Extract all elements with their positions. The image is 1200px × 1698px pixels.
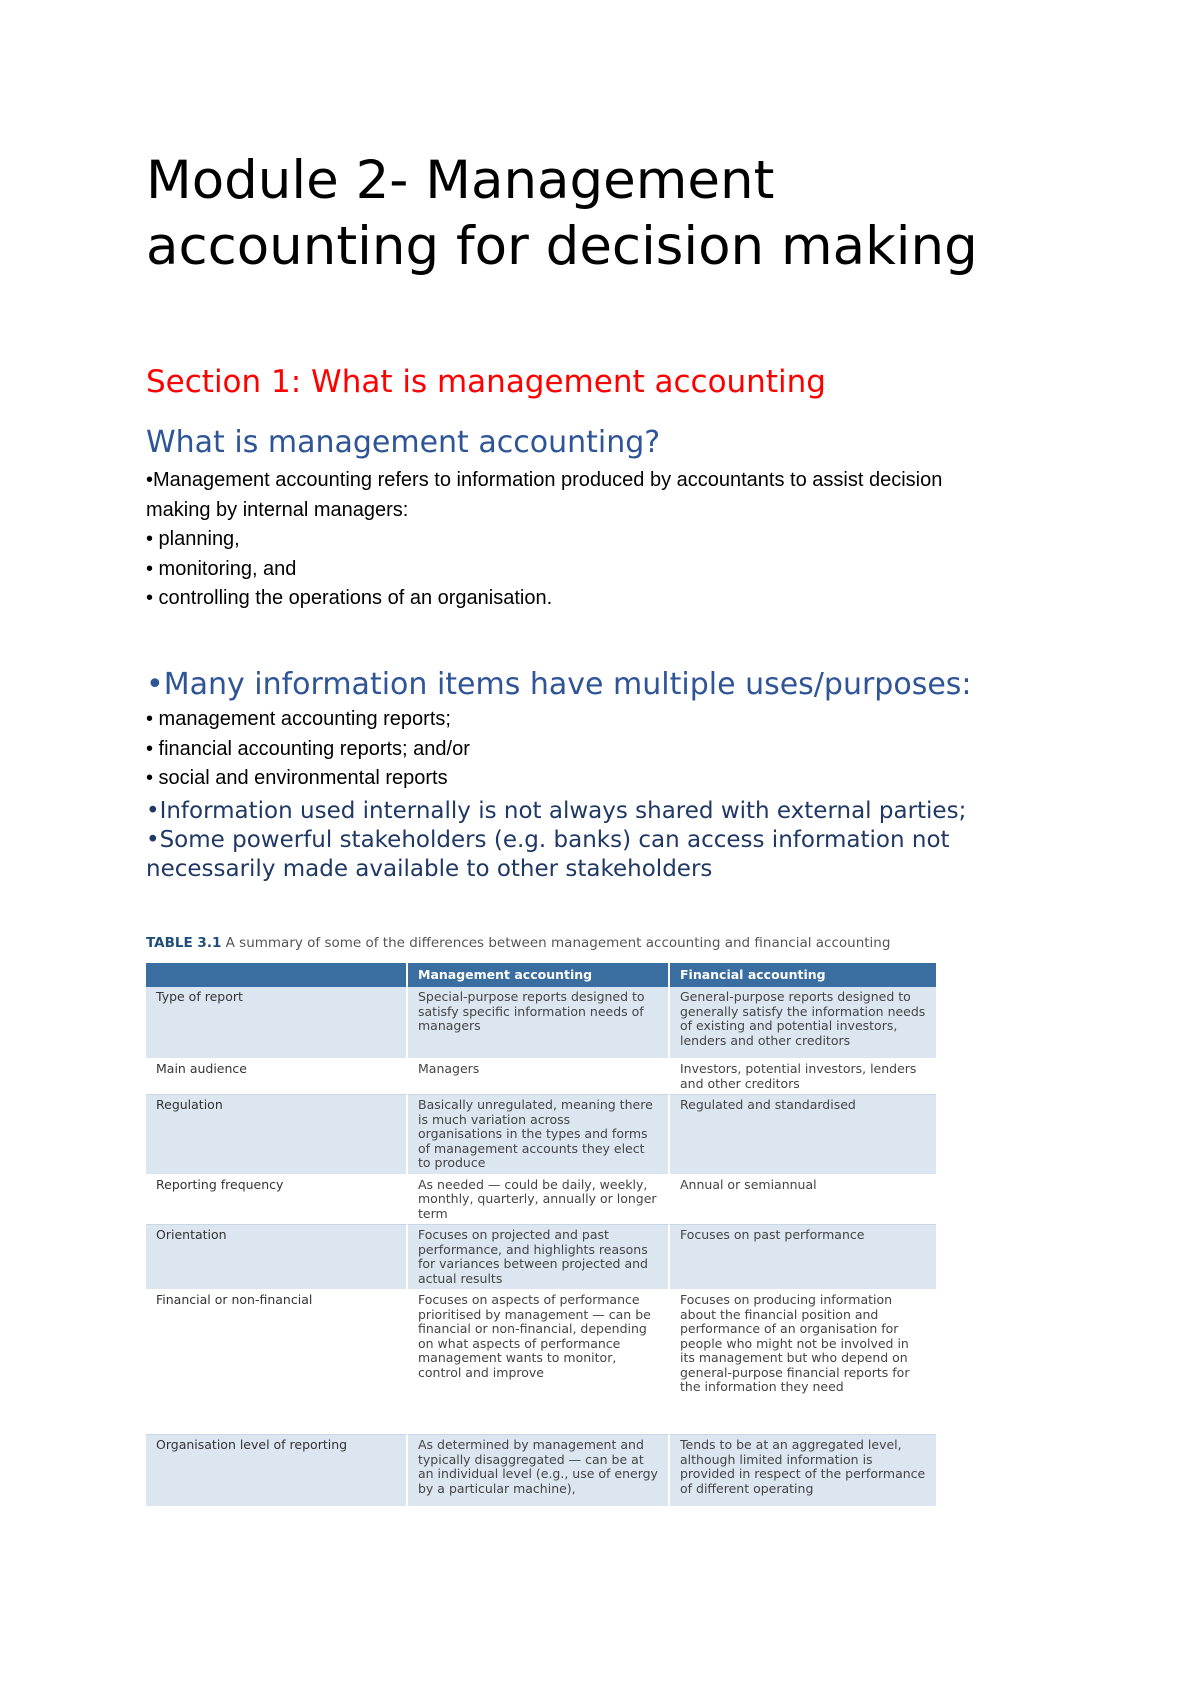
section-heading: Section 1: What is management accounting — [146, 364, 826, 400]
row-label: Orientation — [146, 1225, 408, 1290]
differences-table — [146, 963, 936, 1507]
financial-cell: Annual or semiannual — [670, 1175, 936, 1226]
blue-point: •Information used internally is not always shared with external parties; — [146, 798, 967, 824]
table-row — [146, 1095, 936, 1175]
definition-block — [146, 466, 1066, 614]
blue-points — [146, 797, 1046, 884]
blue-point: •Some powerful stakeholders (e.g. banks) can access information not necessarily made available to other stakeholders — [146, 827, 950, 882]
management-cell: Special-purpose reports designed to satisfy specific information needs of managers — [408, 987, 670, 1059]
page-title: Module 2- Management accounting for decision making — [146, 150, 978, 277]
table-row — [146, 1290, 936, 1435]
row-label: Main audience — [146, 1059, 408, 1095]
table-row — [146, 987, 936, 1059]
management-cell: As determined by management and typically disaggregated — can be at an individual level (e.g., use of energy by a particular machine), — [408, 1435, 670, 1507]
financial-cell: Investors, potential investors, lenders and other creditors — [670, 1059, 936, 1095]
management-cell: Focuses on aspects of performance prioritised by management — can be financial or non-financial, depending on what aspects of performance management wants to monitor, control and improve — [408, 1290, 670, 1435]
table-header-cell — [146, 963, 408, 987]
table-caption — [146, 936, 936, 951]
purposes-heading: •Many information items have multiple uses/purposes: — [146, 667, 972, 702]
table-row — [146, 1059, 936, 1095]
purpose-item: • social and environmental reports — [146, 767, 448, 789]
purposes-list — [146, 705, 1046, 794]
definition-item: • controlling the operations of an organisation. — [146, 587, 553, 609]
definition-item: • monitoring, and — [146, 557, 297, 580]
row-label: Organisation level of reporting — [146, 1435, 408, 1507]
table-row — [146, 1175, 936, 1226]
table-header-cell: Management accounting — [408, 963, 670, 987]
management-cell: Focuses on projected and past performance, and highlights reasons for variances between projected and actual results — [408, 1225, 670, 1290]
financial-cell: General-purpose reports designed to generally satisfy the information needs of existing and potential investors, lenders and other creditors — [670, 987, 936, 1059]
management-cell: Managers — [408, 1059, 670, 1095]
table-row — [146, 1225, 936, 1290]
table-row — [146, 1435, 936, 1507]
definition-intro-line: •Management accounting refers to information produced by accountants to assist decision — [146, 469, 943, 491]
purpose-item: • management accounting reports; — [146, 708, 451, 730]
row-label: Regulation — [146, 1095, 408, 1175]
management-cell: As needed — could be daily, weekly, monthly, quarterly, annually or longer term — [408, 1175, 670, 1226]
sub-heading: What is management accounting? — [146, 425, 661, 460]
financial-cell: Tends to be at an aggregated level, although limited information is provided in respect of the performance of different operating — [670, 1435, 936, 1507]
financial-cell: Regulated and standardised — [670, 1095, 936, 1175]
purpose-item: • financial accounting reports; and/or — [146, 737, 470, 760]
row-label: Reporting frequency — [146, 1175, 408, 1226]
table-caption-label: TABLE 3.1 — [146, 935, 222, 951]
row-label: Financial or non-financial — [146, 1290, 408, 1435]
table-caption-text: A summary of some of the differences between management accounting and financial accounting — [225, 935, 891, 951]
row-label: Type of report — [146, 987, 408, 1059]
table-header-cell: Financial accounting — [670, 963, 936, 987]
table-header-row — [146, 963, 936, 987]
definition-intro-line: making by internal managers: — [146, 498, 409, 521]
management-cell: Basically unregulated, meaning there is much variation across organisations in the types and forms of management accounts they elect to produce — [408, 1095, 670, 1175]
financial-cell: Focuses on past performance — [670, 1225, 936, 1290]
financial-cell: Focuses on producing information about the financial position and performance of an organisation for people who might not be involved in its management but who depend on general-purpose financial reports for the information they need — [670, 1290, 936, 1435]
definition-item: • planning, — [146, 528, 240, 550]
table-figure — [146, 936, 936, 1507]
